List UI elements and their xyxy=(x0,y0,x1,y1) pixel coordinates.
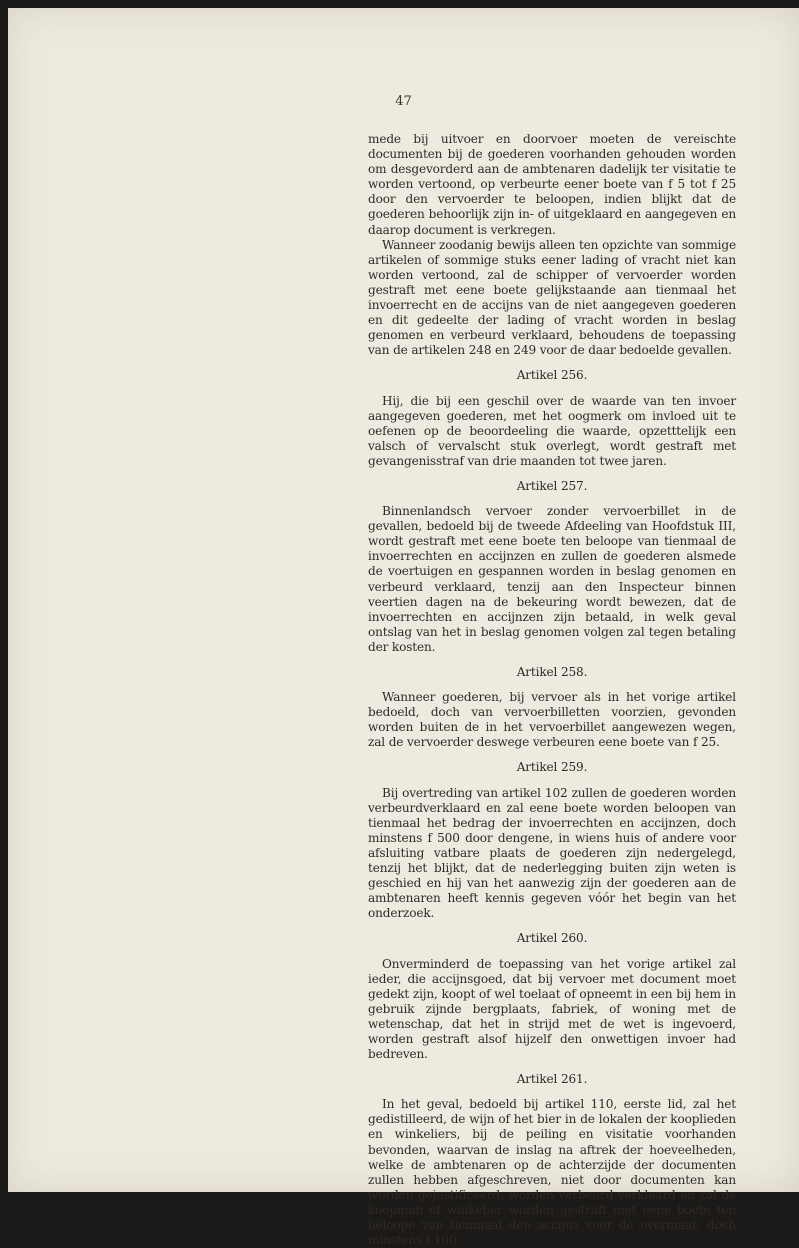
heading-artikel-257: Artikel 257. xyxy=(516,478,588,493)
document-page xyxy=(8,8,799,1248)
heading-artikel-260: Artikel 260. xyxy=(516,931,588,946)
paragraph-intro-2: Wanneer zoodanig bewijs alleen ten opzichte van sommige artikelen of sommige stuks eener lading of vracht niet kan worden vertoond, zal de schipper of vervoerder worden gestraft met eene boete gelijkstaande aan tienmaal het invoerrecht en de accijns van de niet aangegeven goederen en dit gedeelte der lading of vracht worden in beslag genomen en verbeurd verklaard, behoudens de toepassing van de artikelen 248 en 249 voor de daar bedoelde gevallen. xyxy=(368,237,736,358)
paragraph-artikel-256: Hij, die bij een geschil over de waarde van ten invoer aangegeven goederen, met het oogmerk om invloed uit te oefenen op de beoordeeling die waarde, opzetttelijk een valsch of vervalscht stuk overlegt, wordt gestraft met gevangenisstraf van drie maanden tot twee jaren. xyxy=(368,393,736,468)
heading-artikel-258: Artikel 258. xyxy=(516,665,588,679)
paragraph-artikel-259: Bij overtreding van artikel 102 zullen de goederen worden verbeurdverklaard en zal eene boete worden beloopen van tienmaal het bedrag der invoerrechten en accijnzen, doch minstens f 500 door dengene, in wiens huis of andere voor afsluiting vatbare plaats de goederen zijn nedergelegd, tenzij het blijkt, dat de nederlegging buiten zijn weten is geschied en hij van het aanwezig zijn der goederen aan de ambtenaren heeft kennis gegeven vóór het begin van het onderzoek. xyxy=(368,785,736,921)
heading-artikel-259: Artikel 259. xyxy=(516,760,588,775)
page-number: 47 xyxy=(395,94,412,109)
document-body xyxy=(368,132,736,1248)
paragraph-intro: mede bij uitvoer en doorvoer moeten de vereischte documenten bij de goederen voorhanden gehouden worden om desgevorderd aan de ambtenaren dadelijk ter visitatie te worden vertoond, op verbeurte eener boete van f 5 tot f 25 door den vervoerder te beloopen, indien blijkt dat de goederen behoorlijk zijn in- of uitgeklaard en aangegeven en daarop document is verkregen. xyxy=(368,132,736,237)
paragraph-artikel-258: Wanneer goederen, bij vervoer als in het vorige artikel bedoeld, doch van vervoerbilletten voorzien, gevonden worden buiten de in het vervoerbillet aangewezen wegen, zal de vervoerder deswege verbeuren eene boete van f 25. xyxy=(368,690,736,750)
paragraph-artikel-261: In het geval, bedoeld bij artikel 110, eerste lid, zal het gedistilleerd, de wijn of het bier in de lokalen der kooplieden en winkeliers, bij de peiling en visitatie voorhanden bevonden, waarvan de inslag na aftrek der hoeveelheden, welke de ambtenaren op de achterzijde der documenten zullen hebben afgeschreven, niet door documenten kan worden gejustificeerd, worden verbeurd verklaard en zal de koopman of winkelier worden gestraft met eene boete ten beloope van tienmaal den accijns voor de overmaat, doch minstens f 100. xyxy=(368,1097,736,1248)
paragraph-artikel-260: Onverminderd de toepassing van het vorige artikel zal ieder, die accijnsgoed, dat bij vervoer met document moet gedekt zijn, koopt of wel toelaat of opneemt in een bij hem in gebruik zijnde bergplaats, fabriek, of woning met de wetenschap, dat het in strijd met de wet is ingevoerd, worden gestraft alsof hijzelf den onwettigen invoer had bedreven. xyxy=(368,956,736,1062)
heading-artikel-256: Artikel 256. xyxy=(516,368,588,383)
heading-artikel-261: Artikel 261. xyxy=(516,1072,588,1087)
paragraph-artikel-257: Binnenlandsch vervoer zonder vervoerbillet in de gevallen, bedoeld bij de tweede Afdeeling van Hoofdstuk III, wordt gestraft met eene boete ten beloope van tienmaal de invoerrechten en accijnzen en zullen de goederen alsmede de voertuigen en gespannen worden in beslag genomen en verbeurd verklaard, tenzij aan den Inspecteur binnen veertien dagen na de bekeuring wordt bewezen, dat de invoerrechten en accijnzen zijn betaald, in welk geval ontslag van het in beslag genomen volgen zal tegen betaling der kosten. xyxy=(368,504,736,654)
